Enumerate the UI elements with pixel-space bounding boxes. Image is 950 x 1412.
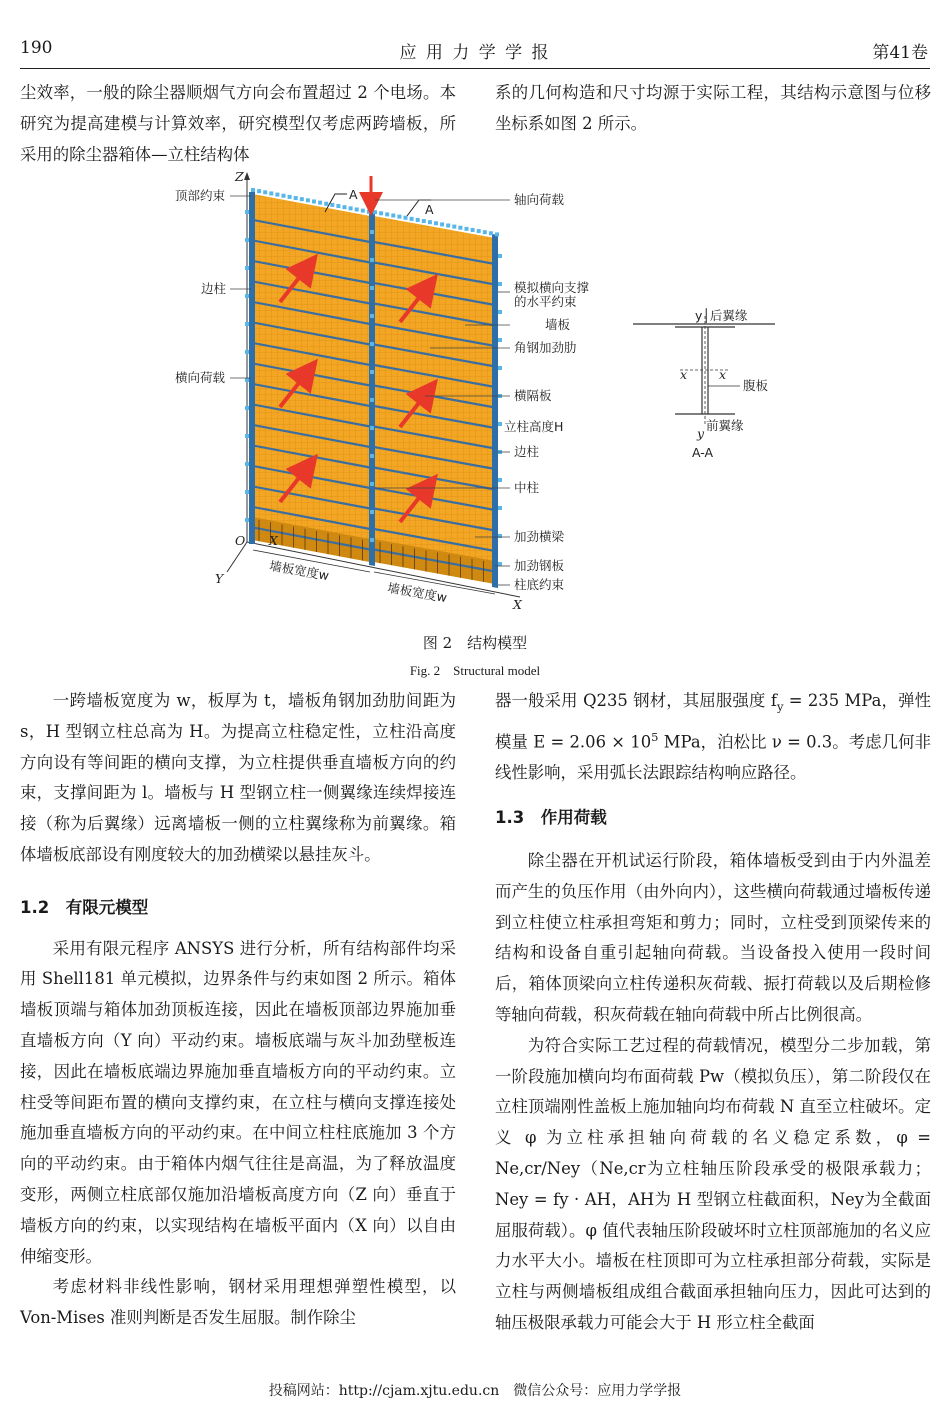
constraint-mark <box>251 188 255 192</box>
constraint-mark <box>306 198 310 202</box>
col1-body <box>20 686 456 1334</box>
constraint-mark <box>370 454 374 458</box>
label-stiff-plate: 加劲钢板 <box>514 558 565 573</box>
constraint-mark <box>245 322 249 326</box>
constraint-mark <box>465 227 469 231</box>
col1-top-text <box>20 78 456 170</box>
label-lateral-load: 横向荷载 <box>175 370 226 385</box>
constraint-mark <box>245 434 249 438</box>
section-heading-1-3: 1.3 作用荷载 <box>495 808 607 828</box>
label-wall-panel: 墙板 <box>545 317 571 332</box>
constraint-mark <box>391 214 395 218</box>
constraint-mark <box>370 258 374 262</box>
constraint-mark <box>498 310 502 314</box>
constraint-mark <box>343 205 347 209</box>
figure-structural-model <box>175 169 775 624</box>
constraint-mark <box>498 478 502 482</box>
figure-caption-cn: 图 2 结构模型 <box>422 634 528 652</box>
constraint-mark <box>498 254 502 258</box>
constraint-mark <box>245 238 249 242</box>
col2-p1-part-b: = 235 MPa，弹性模量 E = 2.06 × 10 <box>495 691 932 752</box>
col1-paragraph-3: 考虑材料非线性影响，钢材采用理想弹塑性模型，以 Von-Mises 准则判断是否发生屈服。制作除尘 <box>20 1277 456 1328</box>
structural-model-drawing <box>175 169 775 624</box>
label-front-flange: 前翼缘 <box>706 418 744 433</box>
section-a1-label: A <box>349 187 358 202</box>
col1-paragraph-1: 一跨墙板宽度为 w，板厚为 t，墙板角钢加劲肋间距为 s，H 型钢立柱总高为 H。为提高立柱稳定性，立柱沿高度方向设有等间距的横向支撑，为立柱提供垂直墙板方向的约束，支撑间距为 l。墙板与 H 型钢立柱一侧翼缘连续焊接连接（称为后翼缘）远离墙板一侧的立柱翼缘称为前翼缘。箱体墙板底部设有刚度较大的加劲横梁以悬挂灰斗。 <box>20 691 456 864</box>
constraint-mark <box>483 230 487 234</box>
constraint-mark <box>498 338 502 342</box>
constraint-mark <box>373 210 377 214</box>
fy-subscript: y <box>776 699 784 714</box>
constraint-mark <box>477 229 481 233</box>
constraint-mark <box>245 210 249 214</box>
axis-z-label: Z <box>235 169 244 184</box>
constraint-mark <box>263 190 267 194</box>
constraint-mark <box>355 207 359 211</box>
constraint-mark <box>452 225 456 229</box>
col2-p1-part-c: MPa，泊松比 ν = 0.3。考虑几何非线性影响，采用弧长法跟踪结构响应路径。 <box>495 732 931 783</box>
journal-title: 应 用 力 学 学 报 <box>399 43 551 63</box>
constraint-mark <box>294 196 298 200</box>
page-footer: 投稿网站：http://cjam.xjtu.edu.cn 微信公众号：应用力学学报 <box>268 1383 682 1399</box>
label-section-x-left: x <box>680 367 688 382</box>
section-a2-label: A <box>425 202 434 217</box>
wall-panel-left <box>253 194 370 562</box>
constraint-mark <box>336 204 340 208</box>
constraint-mark <box>410 217 414 221</box>
label-panel-width-2: 墙板宽度w <box>386 579 449 606</box>
constraint-mark <box>257 189 261 193</box>
col2-paragraph-3: 为符合实际工艺过程的荷载情况，模型分二步加载，第一阶段施加横向均布面荷载 Pw（模拟负压），第二阶段仅在立柱顶端刚性盖板上施加轴向均布荷载 N 直至立柱破坏。定义 φ 为立柱承担轴向荷载的名义稳定系数，φ = Ne,cr/Ney（Ne,cr为立柱轴压阶段承受的极限承载力；Ney = fy · AH，AH为 H 型钢立柱截面积，Ney为全截面屈服荷载）。φ 值代表轴压阶段破坏时立柱顶部施加的名义应力水平大小。墙板在柱顶即可为立柱承担部分荷载，实际是立柱与两侧墙板组成组合截面承担轴向压力，因此可达到的轴压极限承载力可能会大于 H 形立柱全截面 <box>495 1035 931 1332</box>
constraint-mark <box>370 230 374 234</box>
volume-label: 第41卷 <box>872 43 928 63</box>
constraint-mark <box>370 426 374 430</box>
constraint-mark <box>498 562 502 566</box>
label-diaphragm: 横隔板 <box>514 388 552 403</box>
constraint-mark <box>318 201 322 205</box>
constraint-mark <box>370 342 374 346</box>
label-stiff-beam: 加劲横梁 <box>514 529 565 544</box>
constraint-mark <box>385 212 389 216</box>
label-edge-column-right: 边柱 <box>514 444 540 459</box>
axis-y-label: Y <box>215 571 224 586</box>
constraint-mark <box>370 538 374 542</box>
constraint-mark <box>367 210 371 214</box>
header-rule <box>20 68 930 69</box>
constraint-mark <box>458 226 462 230</box>
constraint-mark <box>245 294 249 298</box>
constraint-mark <box>370 314 374 318</box>
constraint-mark <box>404 216 408 220</box>
constraint-mark <box>361 209 365 213</box>
edge-column-right <box>492 234 498 588</box>
constraint-mark <box>330 203 334 207</box>
label-section-y: y <box>697 426 705 441</box>
constraint-mark <box>349 206 353 210</box>
constraint-mark <box>245 490 249 494</box>
constraint-mark <box>370 510 374 514</box>
label-lateral-brace-1: 模拟横向支撑 <box>514 280 590 295</box>
constraint-mark <box>275 193 279 197</box>
axis-o-label: O <box>235 533 246 548</box>
label-lateral-brace-2: 的水平约束 <box>514 294 577 309</box>
section-heading-1-2: 1.2 有限元模型 <box>20 897 149 917</box>
label-middle-column: 中柱 <box>514 480 540 495</box>
constraint-mark <box>312 199 316 203</box>
edge-column-left <box>249 192 255 544</box>
constraint-mark <box>245 462 249 466</box>
label-edge-column-left: 边柱 <box>201 281 227 296</box>
constraint-mark <box>498 534 502 538</box>
constraint-mark <box>245 406 249 410</box>
constraint-mark <box>446 224 450 228</box>
page-number: 190 <box>20 38 53 58</box>
constraint-mark <box>397 215 401 219</box>
col1-top-paragraph: 尘效率，一般的除尘器顺烟气方向会布置超过 2 个电场。本研究为提高建模与计算效率，研究模型仅考虑两跨墙板，所采用的除尘器箱体—立柱结构体 <box>20 83 456 164</box>
label-angle-stiffener: 角钢加劲肋 <box>514 340 577 355</box>
label-base-constraint: 柱底约束 <box>514 577 565 592</box>
constraint-mark <box>370 398 374 402</box>
wall-panel-right <box>374 216 495 584</box>
e-exponent: 5 <box>651 730 659 745</box>
label-section-name: A-A <box>692 445 714 460</box>
constraint-mark <box>245 266 249 270</box>
col2-paragraph-2: 除尘器在开机试运行阶段，箱体墙板受到由于内外温差而产生的负压作用（由外向内），这些横向荷载通过墙板传递到立柱使立柱承担弯矩和剪力；同时，立柱受到顶梁传来的结构和设备自重引起轴向荷载。当设备投入使用一段时间后，箱体顶梁向立柱传递积灰荷载、振打荷载以及后期检修等轴向荷载，积灰荷载在轴向荷载中所占比例很高。 <box>495 850 931 1024</box>
constraint-mark <box>434 221 438 225</box>
constraint-mark <box>370 370 374 374</box>
label-panel-width-1: 墙板宽度w <box>268 557 331 584</box>
label-section-x-right: x <box>719 367 727 382</box>
col1-paragraph-2: 采用有限元程序 ANSYS 进行分析，所有结构部件均采用 Shell181 单元模拟，边界条件与约束如图 2 所示。箱体墙板顶端与箱体加劲顶板连接，因此在墙板顶部边界施加垂直墙板方向（Y 向）平动约束。墙板底端与灰斗加劲壁板连接，因此在墙板底端边界施加垂直墙板方向的平动约束。立柱受等间距布置的横向支撑约束，在立柱与横向支撑连接处施加垂直墙板方向的平动约束。在中间立柱柱底施加 3 个方向的平动约束。由于箱体内烟气往往是高温，为了释放温度变形，两侧立柱底部仅施加沿墙板高度方向（Z 向）垂直于墙板方向的约束，以实现结构在墙板平面内（X 向）以自由伸缩变形。 <box>20 938 456 1266</box>
constraint-mark <box>495 232 499 236</box>
constraint-mark <box>269 191 273 195</box>
constraint-mark <box>288 195 292 199</box>
constraint-mark <box>471 228 475 232</box>
constraint-mark <box>440 222 444 226</box>
figure-caption-en: Fig. 2 Structural model <box>409 663 541 678</box>
col2-p1-part-a: 器一般采用 Q235 钢材，其屈服强度 f <box>495 691 777 710</box>
col2-body <box>495 686 931 1339</box>
label-top-constraint: 顶部约束 <box>175 188 226 203</box>
constraint-mark <box>498 422 502 426</box>
constraint-mark <box>245 378 249 382</box>
constraint-mark <box>416 218 420 222</box>
constraint-mark <box>498 282 502 286</box>
label-web: 腹板 <box>743 378 769 393</box>
constraint-mark <box>379 211 383 215</box>
label-column-height: 立柱高度H <box>504 419 564 434</box>
constraint-mark <box>370 286 374 290</box>
constraint-mark <box>245 350 249 354</box>
constraint-mark <box>370 482 374 486</box>
col2-top-text <box>495 78 931 140</box>
axis-x-right-label: X <box>513 597 522 612</box>
constraint-mark <box>324 202 328 206</box>
col2-top-paragraph: 系的几何构造和尺寸均源于实际工程，其结构示意图与位移坐标系如图 2 所示。 <box>495 83 931 133</box>
constraint-mark <box>245 518 249 522</box>
section-aa-detail <box>633 316 775 426</box>
constraint-mark <box>498 366 502 370</box>
constraint-mark <box>498 506 502 510</box>
constraint-mark <box>422 219 426 223</box>
label-rear-flange: y│后翼缘 <box>695 308 748 323</box>
constraint-mark <box>300 197 304 201</box>
constraint-mark <box>428 220 432 224</box>
axis-x-label: X <box>269 533 278 548</box>
constraint-mark <box>282 194 286 198</box>
col2-paragraph-1 <box>495 686 931 789</box>
label-axial-load: 轴向荷载 <box>514 192 565 207</box>
constraint-mark <box>489 231 493 235</box>
